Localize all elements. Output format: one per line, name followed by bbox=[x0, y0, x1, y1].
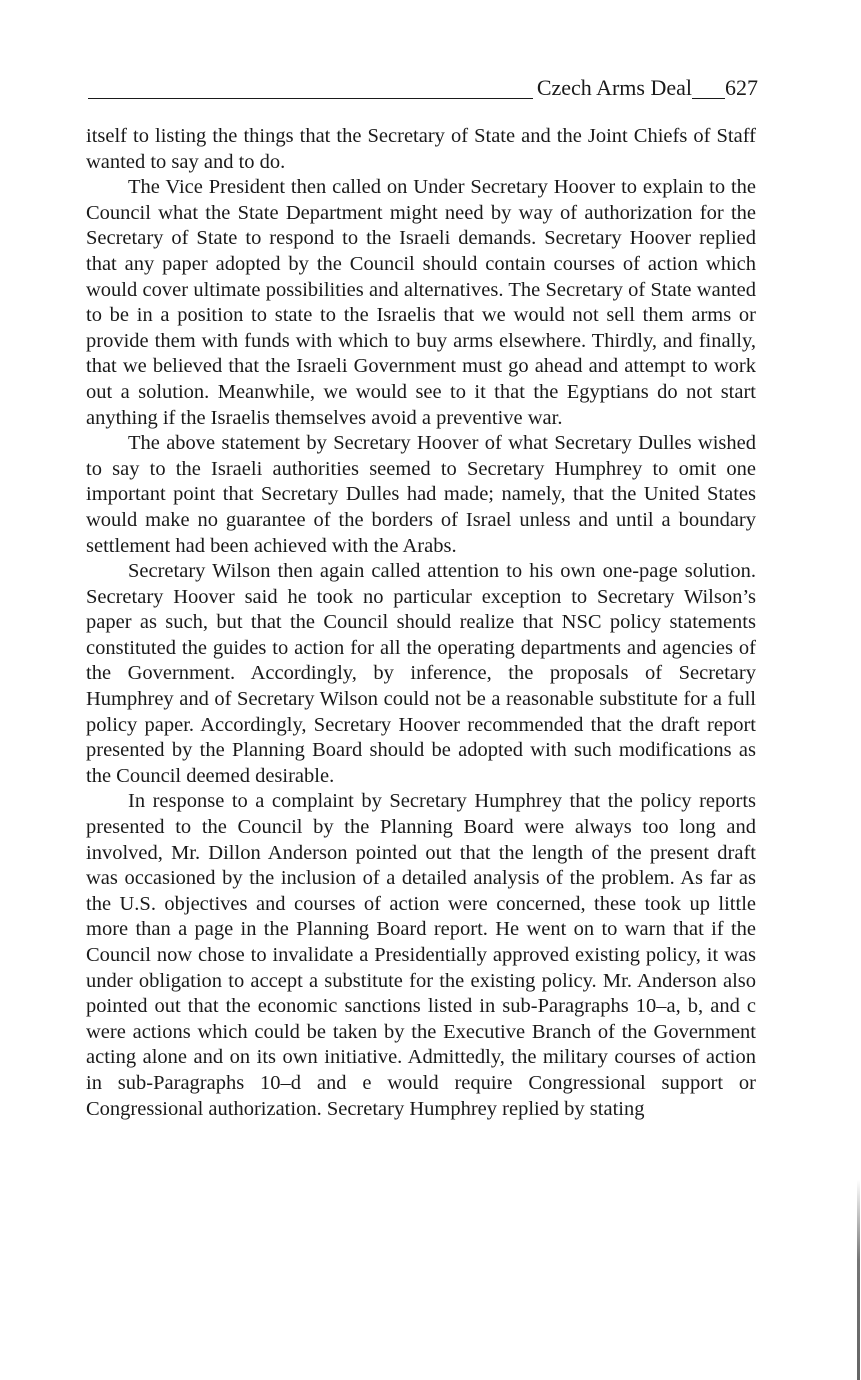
page-number: 627 bbox=[725, 75, 758, 100]
page-edge-shadow bbox=[857, 1180, 860, 1380]
paragraph: Secretary Wilson then again called attention to his own one-page solution. Secretary Hoover said he took no particular exception to Secretary Wilson’s paper as such, but that the Council should realize that NSC policy statements constituted the guides to action for all the operating departments and agencies of the Government. Accordingly, by inference, the proposals of Secretary Humphrey and of Secretary Wilson could not be a reasonable substitute for a full policy paper. Accordingly, Secretary Hoover recommended that the draft report presented by the Planning Board should be adopted with such modifications as the Council deemed desirable. bbox=[86, 560, 756, 787]
running-header bbox=[88, 76, 758, 102]
paragraph-continued: itself to listing the things that the Secretary of State and the Joint Chiefs of Staff wanted to say and to do. bbox=[86, 125, 756, 173]
paragraph: The above statement by Secretary Hoover of what Secretary Dulles wished to say to the Israeli authorities seemed to Secretary Humphrey to omit one important point that Secretary Dulles had made; namely, that the United States would make no guarantee of the borders of Israel unless and until a boundary settlement had been achieved with the Arabs. bbox=[86, 432, 756, 557]
paragraph: In response to a complaint by Secretary Humphrey that the policy reports presented to the Council by the Planning Board were always too long and involved, Mr. Dillon Anderson pointed out that the length of the present draft was occasioned by the inclusion of a detailed analysis of the problem. As far as the U.S. objectives and courses of action were concerned, these took up little more than a page in the Planning Board report. He went on to warn that if the Council now chose to invalidate a Presidentially approved existing policy, it was under obligation to accept a substitute for the existing policy. Mr. Anderson also pointed out that the economic sanctions listed in sub-Paragraphs 10–a, b, and c were actions which could be taken by the Executive Branch of the Government acting alone and on its own initiative. Admittedly, the military courses of action in sub-Paragraphs 10–d and e would require Congressional support or Congressional authorization. Secretary Humphrey replied by stating bbox=[86, 790, 756, 1120]
paragraph: The Vice President then called on Under Secretary Hoover to explain to the Council what the State Department might need by way of authorization for the Secretary of State to respond to the Israeli demands. Secretary Hoover replied that any paper adopted by the Council should contain courses of action which would cover ultimate possibilities and alternatives. The Secretary of State wanted to be in a position to state to the Israelis that we would not sell them arms or provide them with funds with which to buy arms elsewhere. Thirdly, and finally, that we believed that the Israeli Government must go ahead and attempt to work out a solution. Meanwhile, we would see to it that the Egyptians do not start anything if the Israelis themselves avoid a preventive war. bbox=[86, 176, 756, 429]
running-title: Czech Arms Deal bbox=[533, 77, 692, 99]
body-text bbox=[86, 124, 756, 1122]
